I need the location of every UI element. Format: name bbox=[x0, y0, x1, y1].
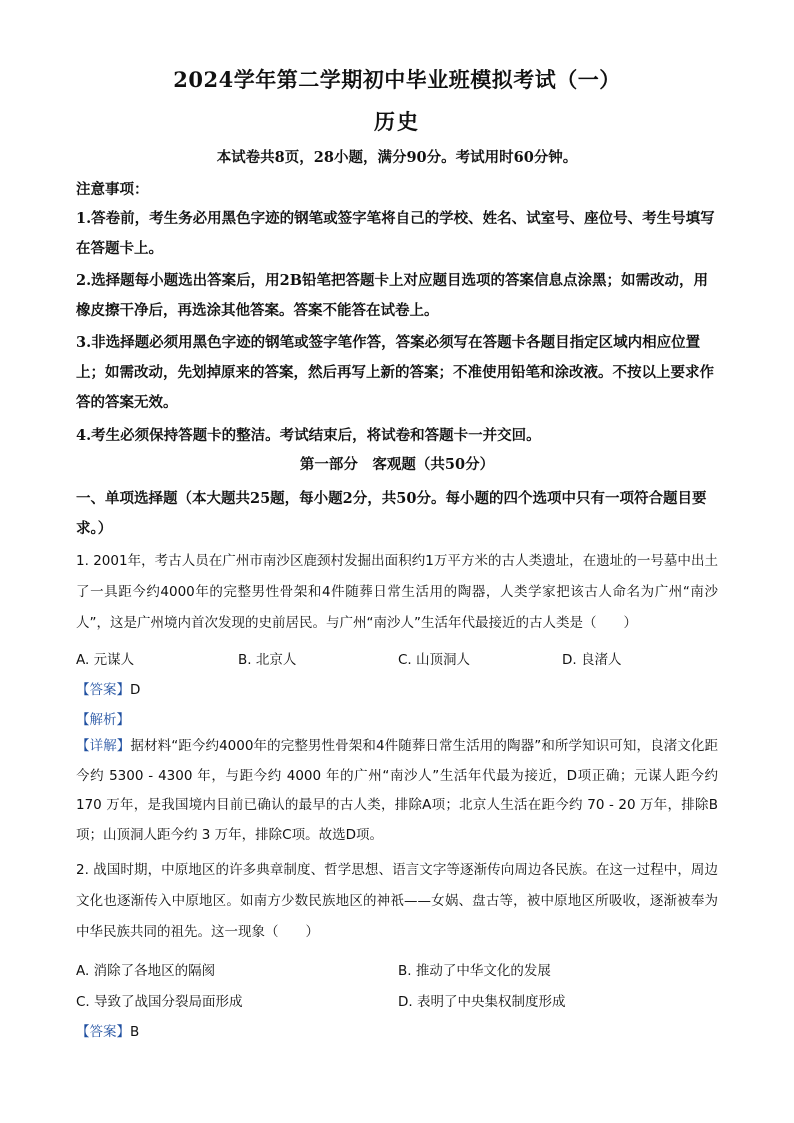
notice-item-1: 1.答卷前，考生务必用黑色字迹的钢笔或签字笔将自己的学校、姓名、试室号、座位号、考生号填写在答题卡上。 bbox=[76, 210, 715, 257]
question-2-answer bbox=[76, 1020, 139, 1040]
question-2-stem: 2. 战国时期，中原地区的许多典章制度、哲学思想、语言文字等逐渐传向周边各民族。在这一过程中，周边文化也逐渐传入中原地区。如南方少数民族地区的神祇——女娲、盘古等，被中原地区所吸收，逐渐被奉为中华民族共同的祖先。这一现象（ ） bbox=[76, 862, 718, 940]
option-c: C. 山顶洞人 bbox=[398, 652, 471, 668]
answer-label: 【答案】 bbox=[76, 682, 130, 698]
subject-title: 历史 bbox=[374, 109, 420, 134]
answer-value: B bbox=[130, 1024, 140, 1040]
notice-item-2: 2.选择题每小题选出答案后，用2B铅笔把答题卡上对应题目选项的答案信息点涂黑；如需改动，用橡皮擦干净后，再选涂其他答案。答案不能答在试卷上。 bbox=[76, 272, 708, 319]
part-title: 第一部分 客观题（共50分） bbox=[299, 456, 495, 473]
notice-item-4: 4.考生必须保持答题卡的整洁。考试结束后，将试卷和答题卡一并交回。 bbox=[76, 427, 541, 444]
answer-value: D bbox=[130, 682, 141, 698]
option-b: B. 北京人 bbox=[238, 652, 297, 668]
exam-info: 本试卷共8页，28小题，满分90分。考试用时60分钟。 bbox=[216, 149, 578, 166]
exam-title: 2024学年第二学期初中毕业班模拟考试（一） bbox=[173, 67, 621, 92]
option-a: A. 消除了各地区的隔阂 bbox=[76, 963, 216, 979]
notice-item-3: 3.非选择题必须用黑色字迹的钢笔或签字笔作答，答案必须写在答题卡各题目指定区域内相应位置上；如需改动，先划掉原来的答案，然后再写上新的答案；不准使用铅笔和涂改液。不按以上要求作答的答案无效。 bbox=[76, 334, 714, 411]
detail-text: 据材料“距今约4000年的完整男性骨架和4件随葬日常生活用的陶器”和所学知识可知，良渚文化距今约 5300 - 4300 年，与距今约 4000 年的广州“南沙人”生活年代最为接近，D项正确；元谋人距今约 170 万年，是我国境内目前已确认的最早的古人类，排除A项；北京人生活在距今约 70 - 20 万年，排除B项；山顶洞人距今约 3 万年，排除C项。故选D项。 bbox=[76, 738, 719, 843]
detail-label: 【详解】 bbox=[76, 738, 131, 754]
option-d: D. 良渚人 bbox=[562, 652, 622, 668]
answer-label: 【答案】 bbox=[76, 1024, 130, 1040]
section-heading: 一、单项选择题（本大题共25题，每小题2分，共50分。每小题的四个选项中只有一项符合题目要求。） bbox=[76, 490, 707, 537]
question-1-answer bbox=[76, 678, 140, 698]
question-1-stem: 1. 2001年，考古人员在广州市南沙区鹿颈村发掘出面积约1万平方米的古人类遗址，在遗址的一号墓中出土了一具距今约4000年的完整男性骨架和4件随葬日常生活用的陶器，人类学家把该古人命名为广州“南沙人”，这是广州境内首次发现的史前居民。与广州“南沙人”生活年代最接近的古人类是（ ） bbox=[76, 553, 718, 631]
notice-heading: 注意事项： bbox=[76, 181, 149, 198]
analysis-label: 【解析】 bbox=[76, 712, 130, 728]
option-b: B. 推动了中华文化的发展 bbox=[398, 963, 551, 979]
question-1-detail bbox=[76, 732, 718, 850]
option-a: A. 元谋人 bbox=[76, 652, 135, 668]
option-d: D. 表明了中央集权制度形成 bbox=[398, 994, 566, 1010]
option-c: C. 导致了战国分裂局面形成 bbox=[76, 994, 243, 1010]
question-1-analysis bbox=[76, 708, 130, 728]
